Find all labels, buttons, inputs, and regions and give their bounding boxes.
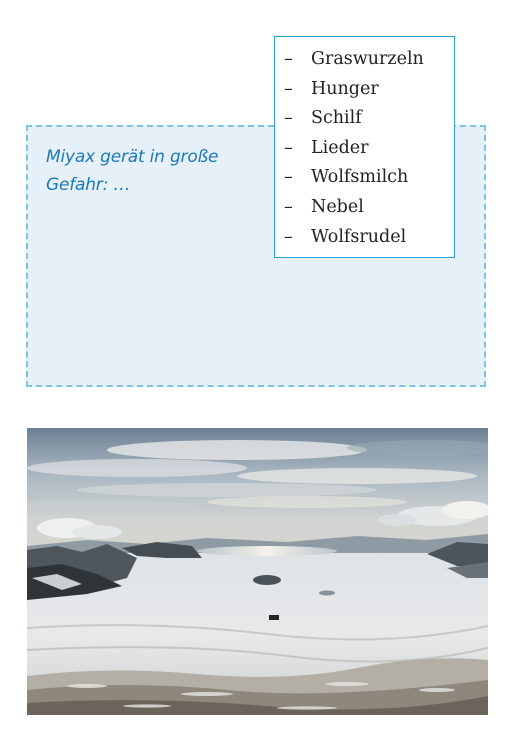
- dash-bullet-icon: –: [284, 108, 293, 129]
- word-list-item-label: Lieder: [311, 137, 369, 158]
- task-prompt-text: Miyax gerät in große Gefahr: …: [46, 147, 219, 195]
- dash-bullet-icon: –: [284, 167, 293, 188]
- word-list-item: [275, 193, 454, 223]
- word-list-item-label: Graswurzeln: [311, 49, 424, 69]
- word-list-item-label: Wolfsmilch: [311, 167, 409, 188]
- word-list-item-label: Wolfsrudel: [311, 226, 407, 247]
- word-list-item-label: Schilf: [311, 108, 362, 129]
- dash-bullet-icon: –: [284, 49, 293, 69]
- word-list-item: [275, 104, 454, 134]
- word-list-item: [275, 45, 454, 75]
- dash-bullet-icon: –: [284, 226, 293, 247]
- word-list-box: [274, 36, 455, 258]
- word-list-item: [275, 223, 454, 253]
- word-list-item-label: Nebel: [311, 196, 364, 217]
- dash-bullet-icon: –: [284, 137, 293, 158]
- word-list-item: [275, 75, 454, 105]
- dash-bullet-icon: –: [284, 78, 293, 99]
- word-list-item: [275, 163, 454, 193]
- tundra-landscape-photo: [27, 428, 488, 715]
- word-list-item: [275, 134, 454, 164]
- word-list-item-label: Hunger: [311, 78, 379, 99]
- dash-bullet-icon: –: [284, 196, 293, 217]
- tundra-landscape-image: [27, 428, 488, 715]
